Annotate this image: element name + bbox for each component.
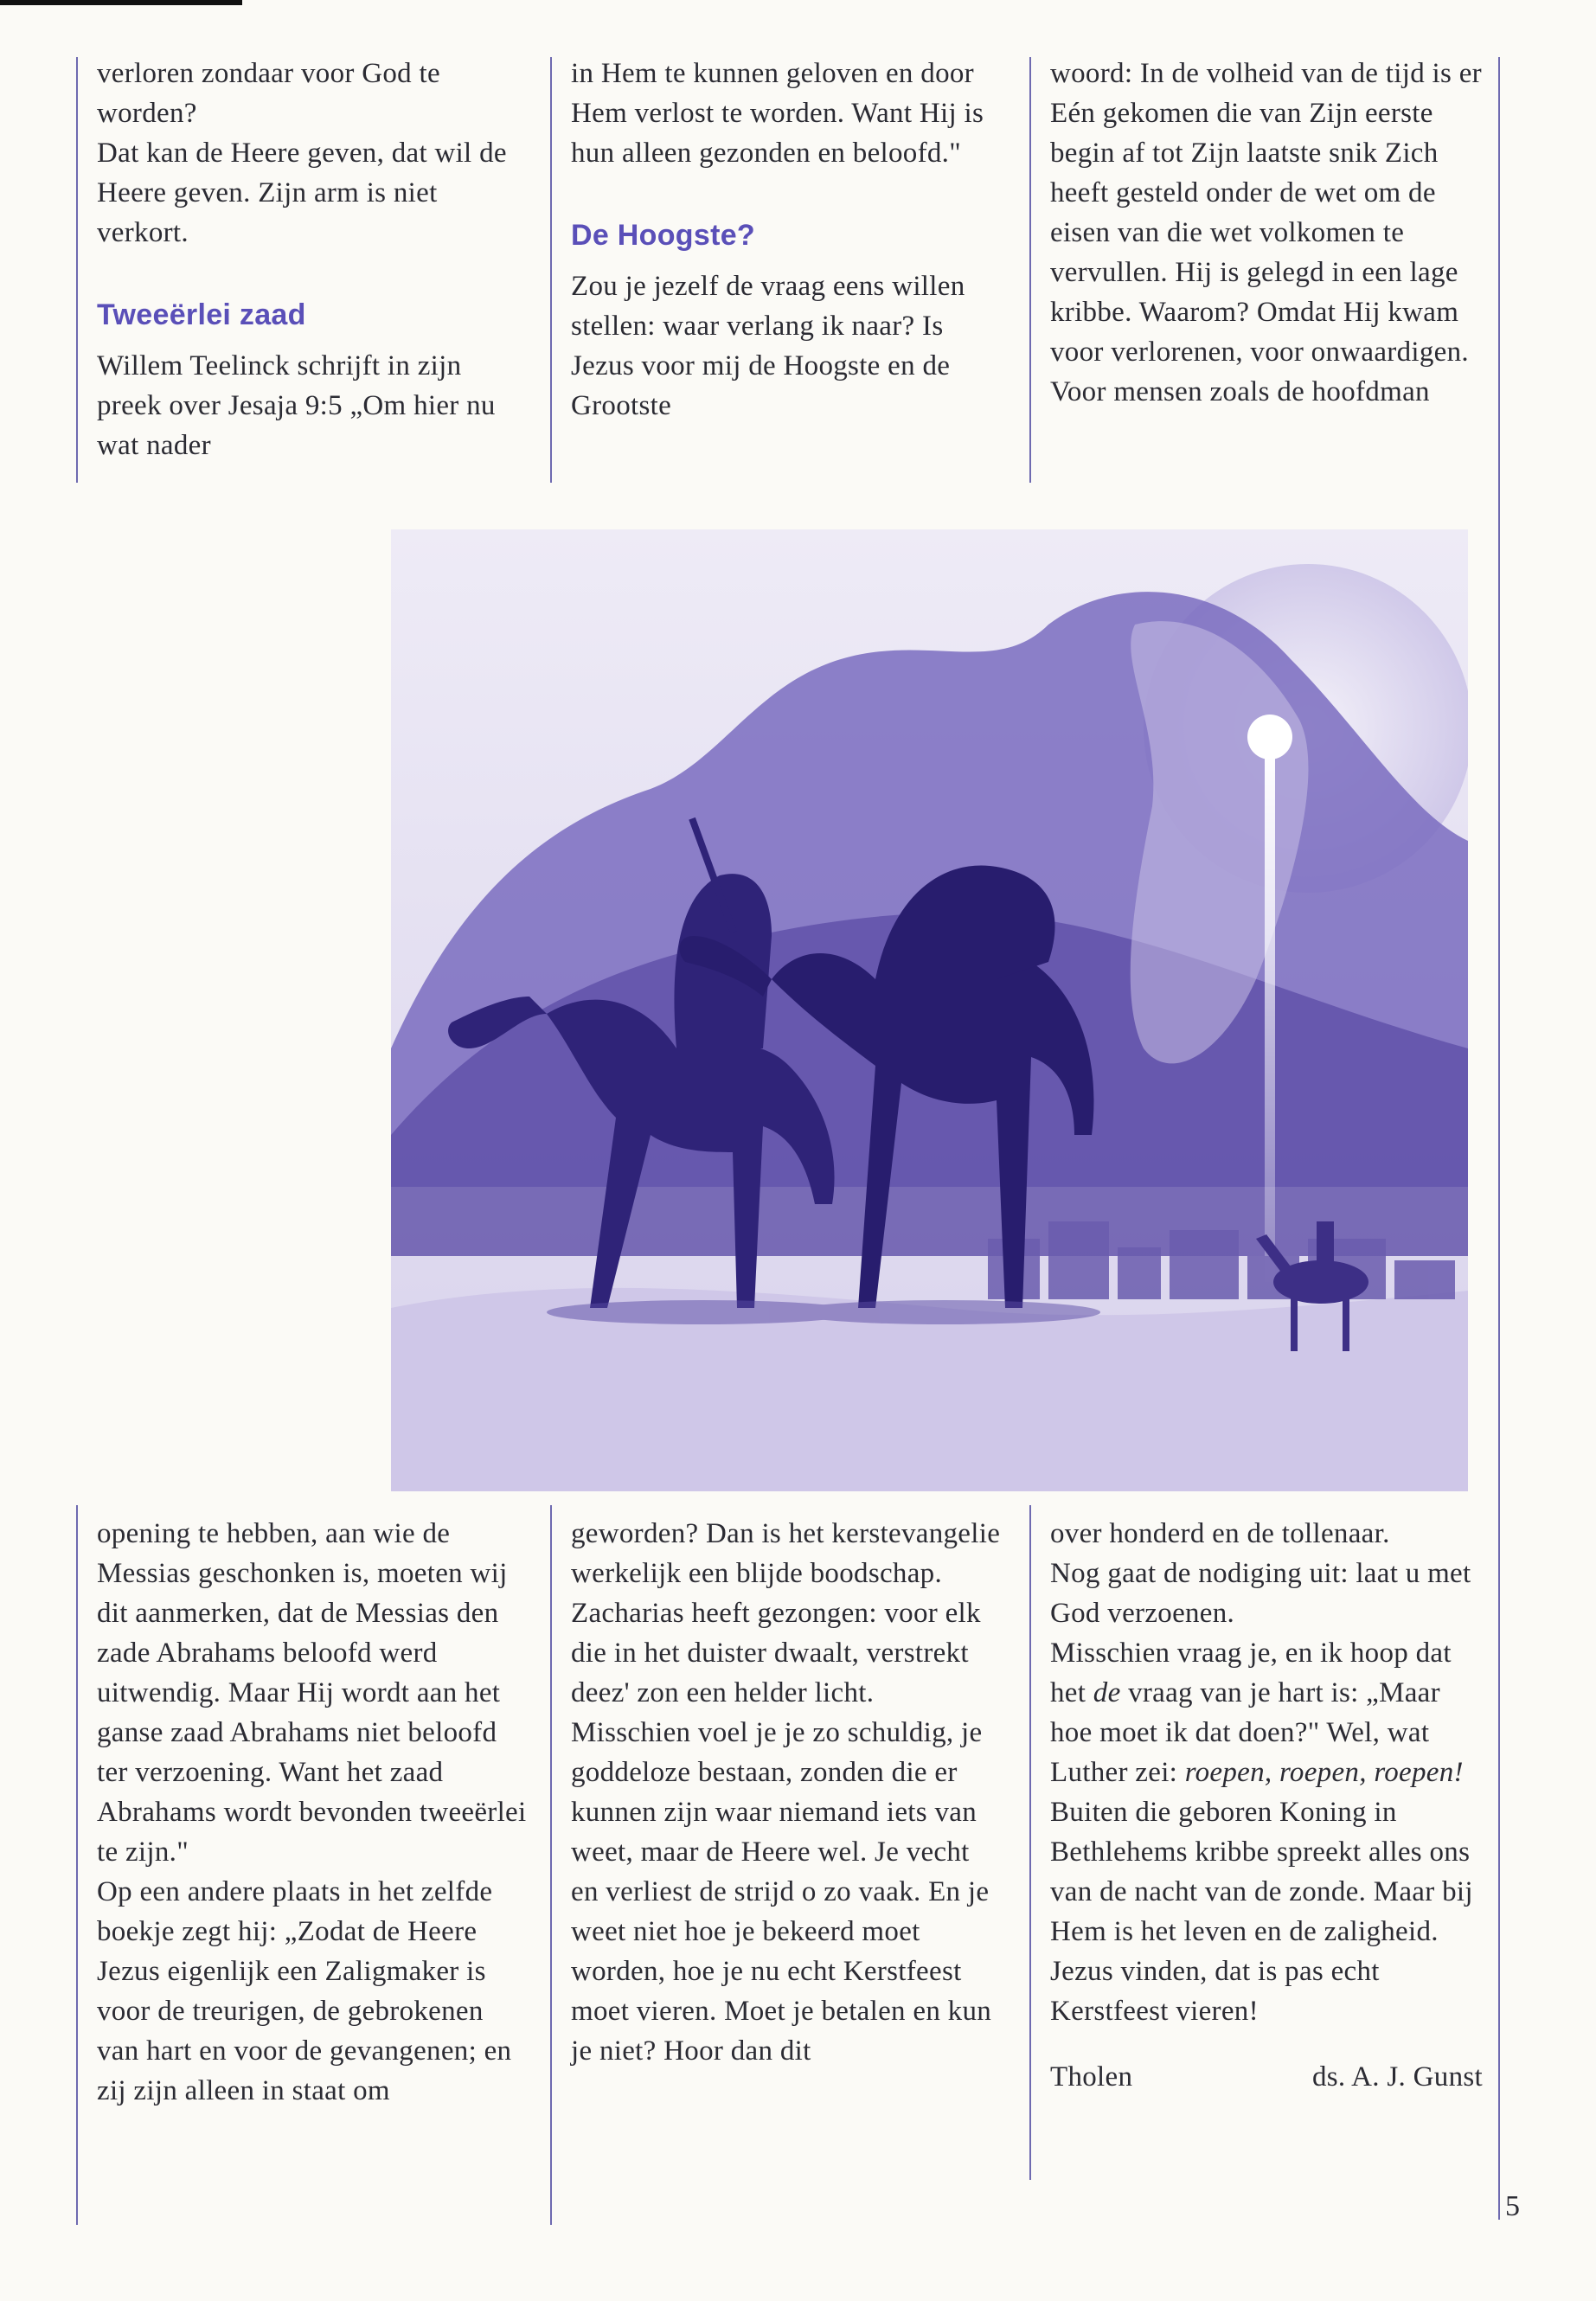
emphasis: roepen, roepen, roepen! bbox=[1184, 1757, 1464, 1788]
paragraph: Willem Teelinck schrijft in zijn preek over Jesaja 9:5 „Om hier nu wat nader bbox=[97, 350, 496, 461]
section-heading-tweeerlei-zaad: Tweeërlei zaad bbox=[97, 298, 306, 331]
paragraph: in Hem te kunnen geloven en door Hem verlost te worden. Want Hij is hun alleen gezonden en beloofd." bbox=[571, 58, 984, 169]
paragraph: woord: In de volheid van de tijd is er Eén gekomen die van Zijn eerste begin af tot Zijn laatste snik Zich heeft gesteld onder de wet om de eisen van die wet volkomen te vervullen. Hij is gelegd in een lage kribbe. Waarom? Omdat Hij kwam voor verlorenen, voor onwaardigen. Voor mensen zoals de hoofdman bbox=[1050, 58, 1482, 407]
paragraph: geworden? Dan is het kerstevangelie werkelijk een blijde boodschap. bbox=[571, 1518, 1001, 1589]
bottom-column-3 bbox=[1050, 1514, 1483, 2097]
camels-illustration bbox=[391, 529, 1468, 1491]
bottom-column-2 bbox=[571, 1514, 1003, 2071]
column-rule bbox=[1029, 1505, 1031, 2180]
signature-line bbox=[1050, 2057, 1483, 2097]
column-rule bbox=[550, 1505, 552, 2225]
paragraph: verloren zondaar voor God te worden? bbox=[97, 58, 440, 129]
text-run: Misschien vraag je, en ik hoop dat het bbox=[1050, 1638, 1452, 1708]
paragraph: Misschien voel je je zo schuldig, je goddeloze bestaan, zonden die er kunnen zijn waar niemand iets van weet, maar de Heere wel. Je vecht en verliest de strijd o zo vaak. En je weet niet hoe je bekeerd moet worden, hoe je nu echt Kerstfeest moet vieren. Moet je betalen en kun je niet? Hoor dan dit bbox=[571, 1717, 992, 2067]
section-heading-de-hoogste: De Hoogste? bbox=[571, 219, 755, 252]
paragraph: Nog gaat de nodiging uit: laat u met God verzoenen. bbox=[1050, 1558, 1471, 1629]
paragraph: Zou je jezelf de vraag eens willen stellen: waar verlang ik naar? Is Jezus voor mij de Hoogste en de Grootste bbox=[571, 271, 965, 421]
column-rule bbox=[76, 57, 78, 483]
paragraph: Zacharias heeft gezongen: voor elk die in het duister dwaalt, verstrekt deez' zon een helder licht. bbox=[571, 1598, 981, 1708]
paragraph: Dat kan de Heere geven, dat wil de Heere geven. Zijn arm is niet verkort. bbox=[97, 138, 507, 248]
column-rule bbox=[550, 57, 552, 483]
page-edge-rule bbox=[1498, 57, 1500, 2220]
top-column-1 bbox=[97, 54, 529, 465]
column-rule bbox=[1029, 57, 1031, 483]
top-column-3 bbox=[1050, 54, 1483, 412]
text-run: vraag van je hart is: „Maar hoe moet ik dat doen?" Wel, wat Luther zei: bbox=[1050, 1677, 1440, 1788]
text-run: Buiten die geboren Koning in Bethlehems kribbe spreekt alles ons van de nacht van de zonde. Maar bij Hem is het leven en de zaligheid. Jezus vinden, dat is pas echt Kerstfeest vieren! bbox=[1050, 1797, 1473, 2027]
place-name: Tholen bbox=[1050, 2061, 1133, 2093]
paragraph: opening te hebben, aan wie de Messias geschonken is, moeten wij dit aanmerken, dat de Messias den zade Abrahams beloofd werd uitwendig. Maar Hij wordt aan het ganse zaad Abrahams niet beloofd ter verzoening. Want het zaad Abrahams wordt bevonden tweeërlei te zijn." bbox=[97, 1518, 527, 1868]
bottom-column-1 bbox=[97, 1514, 529, 2111]
author-name: ds. A. J. Gunst bbox=[1311, 2061, 1483, 2093]
column-rule bbox=[76, 1505, 78, 2225]
paragraph bbox=[1050, 1633, 1483, 2031]
top-bar bbox=[0, 0, 242, 5]
top-column-2 bbox=[571, 54, 1003, 426]
emphasis: de bbox=[1093, 1677, 1121, 1708]
page-number: 5 bbox=[1505, 2190, 1520, 2222]
paragraph: Op een andere plaats in het zelfde boekje zegt hij: „Zodat de Heere Jezus eigenlijk een Zaligmaker is voor de treurigen, de gebrokenen van hart en voor de gevangenen; en zij zijn alleen in staat om bbox=[97, 1876, 512, 2106]
paragraph: over honderd en de tollenaar. bbox=[1050, 1518, 1390, 1549]
